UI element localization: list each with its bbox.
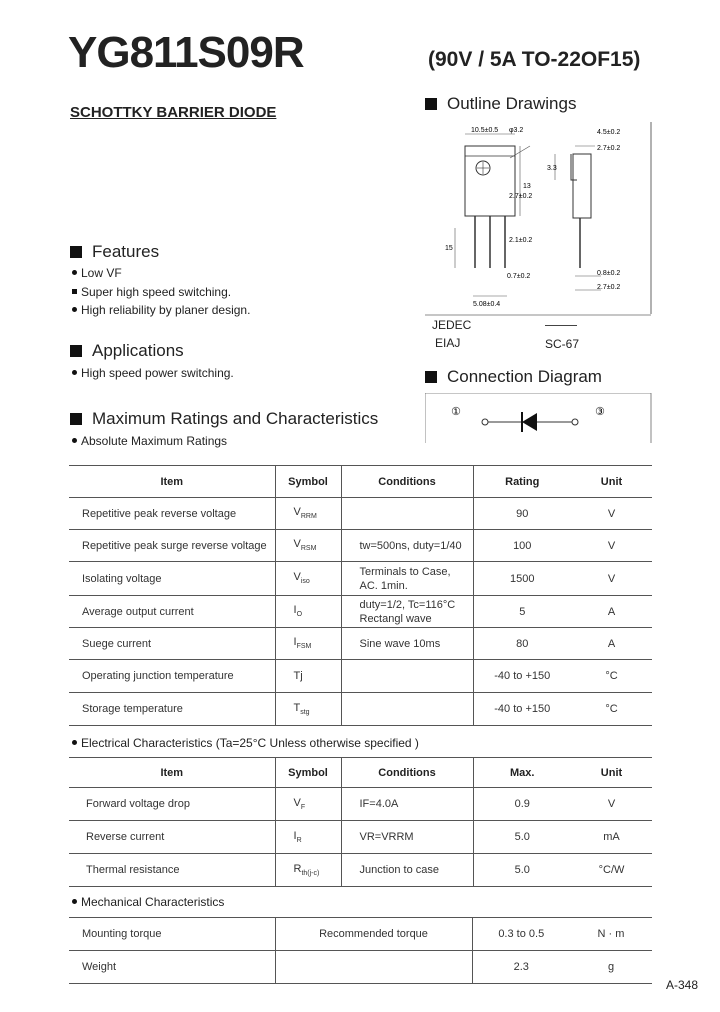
unit-cell: °C/W (571, 854, 652, 887)
conditions-cell (341, 498, 473, 530)
item-cell: Reverse current (69, 821, 275, 854)
max-cell: 5.0 (473, 821, 571, 854)
unit-cell: V (571, 498, 652, 530)
item-cell: Thermal resistance (69, 854, 275, 887)
col-header: Symbol (275, 758, 341, 788)
dim-label: 3.3 (547, 165, 557, 172)
item-cell: Average output current (69, 596, 275, 628)
item-cell: Isolating voltage (69, 562, 275, 596)
table-row (69, 693, 652, 726)
dim-label: 0.8±0.2 (597, 270, 621, 277)
diode-symbol (522, 413, 537, 431)
unit-cell: V (571, 562, 652, 596)
dim-label: 0.7±0.2 (507, 273, 531, 280)
dim-label: 2.7±0.2 (509, 193, 533, 200)
rating-cell: 1500 (473, 562, 571, 596)
features-title: Features (70, 242, 159, 262)
conditions-cell: Terminals to Case, AC. 1min. (341, 562, 473, 596)
table-row (69, 788, 652, 821)
table-row (69, 530, 652, 562)
part-number: YG811S09R (68, 28, 304, 77)
value-cell: 2.3 (472, 951, 570, 984)
item-cell: Mounting torque (69, 918, 275, 951)
col-header: Rating (473, 466, 571, 498)
feature-item: Super high speed switching. (72, 285, 231, 299)
dim-label: 2.7±0.2 (597, 284, 621, 291)
conditions-cell: IF=4.0A (341, 788, 473, 821)
jedec-value-dash (545, 325, 577, 326)
symbol-cell: $V_F$ (275, 788, 341, 821)
rating-cell: 100 (473, 530, 571, 562)
part-spec: (90V / 5A TO-22OF15) (428, 48, 641, 71)
conditions-cell: tw=500ns, duty=1/40 (341, 530, 473, 562)
table-row (69, 562, 652, 596)
page-number: A-348 (666, 978, 699, 992)
table-row (69, 821, 652, 854)
square-bullet-icon (70, 413, 82, 425)
conditions-cell: VR=VRRM (341, 821, 473, 854)
dim-label: 10.5±0.5 (471, 127, 499, 134)
square-bullet-icon (425, 98, 437, 110)
unit-cell: N · m (570, 918, 652, 951)
symbol-cell: Tj (275, 660, 341, 693)
dim-label: 4.5±0.2 (597, 129, 621, 136)
max-ratings-title: Maximum Ratings and Characteristics (70, 409, 378, 429)
table-row (69, 951, 652, 984)
electrical-title: Electrical Characteristics (Ta=25°C Unless otherwise specified ) (72, 736, 419, 750)
col-header: Item (69, 758, 275, 788)
col-header: Unit (571, 758, 652, 788)
conditions-cell: Sine wave 10ms (341, 628, 473, 660)
symbol-cell: $V_{RSM}$ (275, 530, 341, 562)
conditions-cell (341, 693, 473, 726)
col-header: Conditions (341, 466, 473, 498)
col-header: Symbol (275, 466, 341, 498)
dim-label: 2.7±0.2 (597, 145, 621, 152)
col-header: Max. (473, 758, 571, 788)
symbol-cell: $R_{th(j-c)}$ (275, 854, 341, 887)
conditions-cell (275, 951, 472, 984)
item-cell: Forward voltage drop (69, 788, 275, 821)
symbol-cell: $I_{FSM}$ (275, 628, 341, 660)
jedec-label: JEDEC (432, 318, 472, 332)
applications-title: Applications (70, 341, 184, 361)
col-header: Conditions (341, 758, 473, 788)
feature-item: Low VF (72, 266, 122, 280)
unit-cell: A (571, 628, 652, 660)
item-cell: Operating junction temperature (69, 660, 275, 693)
unit-cell: g (570, 951, 652, 984)
symbol-cell: $I_R$ (275, 821, 341, 854)
square-bullet-icon (70, 345, 82, 357)
rating-cell: -40 to +150 (473, 693, 571, 726)
item-cell: Weight (69, 951, 275, 984)
table-row (69, 660, 652, 693)
symbol-cell: $I_O$ (275, 596, 341, 628)
value-cell: 0.3 to 0.5 (472, 918, 570, 951)
item-cell: Repetitive peak surge reverse voltage (69, 530, 275, 562)
abs-max-subtitle: Absolute Maximum Ratings (72, 434, 227, 448)
connection-title: Connection Diagram (425, 367, 602, 387)
max-cell: 5.0 (473, 854, 571, 887)
rating-cell: 5 (473, 596, 571, 628)
max-cell: 0.9 (473, 788, 571, 821)
mechanical-table (69, 917, 652, 984)
table-row (69, 596, 652, 628)
symbol-cell: $V_{RRM}$ (275, 498, 341, 530)
unit-cell: V (571, 530, 652, 562)
table-row (69, 918, 652, 951)
outline-title: Outline Drawings (425, 94, 576, 114)
square-bullet-icon (70, 246, 82, 258)
unit-cell: A (571, 596, 652, 628)
eiaj-label: EIAJ (435, 336, 461, 350)
pin1-label: ① (451, 406, 461, 418)
rating-cell: 90 (473, 498, 571, 530)
max-ratings-table (69, 465, 652, 726)
col-header: Item (69, 466, 275, 498)
dim-label: 5.08±0.4 (473, 301, 501, 308)
item-cell: Suege current (69, 628, 275, 660)
mechanical-title: Mechanical Characteristics (72, 895, 224, 909)
conditions-cell (341, 660, 473, 693)
conditions-cell: Recommended torque (275, 918, 472, 951)
unit-cell: V (571, 788, 652, 821)
unit-cell: °C (571, 693, 652, 726)
dim-label: φ3.2 (509, 127, 524, 134)
rating-cell: -40 to +150 (473, 660, 571, 693)
application-item: High speed power switching. (72, 366, 234, 380)
unit-cell: °C (571, 660, 652, 693)
outline-drawing (425, 118, 655, 328)
table-row (69, 498, 652, 530)
table-row (69, 628, 652, 660)
eiaj-value: SC-67 (545, 337, 580, 351)
electrical-table (69, 757, 652, 887)
item-cell: Repetitive peak reverse voltage (69, 498, 275, 530)
device-type: SCHOTTKY BARRIER DIODE (70, 104, 277, 121)
symbol-cell: $V_{iso}$ (275, 562, 341, 596)
dim-label: 15 (445, 245, 453, 252)
square-bullet-icon (425, 371, 437, 383)
table-row (69, 854, 652, 887)
unit-cell: mA (571, 821, 652, 854)
symbol-cell: $T_{stg}$ (275, 693, 341, 726)
conditions-cell: duty=1/2, Tc=116°C Rectangl wave (341, 596, 473, 628)
dim-label: 2.1±0.2 (509, 237, 533, 244)
feature-item: High reliability by planer design. (72, 303, 250, 317)
col-header: Unit (571, 466, 652, 498)
rating-cell: 80 (473, 628, 571, 660)
item-cell: Storage temperature (69, 693, 275, 726)
dim-label: 13 (523, 183, 531, 190)
pin3-label: ③ (595, 406, 605, 418)
conditions-cell: Junction to case (341, 854, 473, 887)
connection-diagram (425, 393, 655, 445)
